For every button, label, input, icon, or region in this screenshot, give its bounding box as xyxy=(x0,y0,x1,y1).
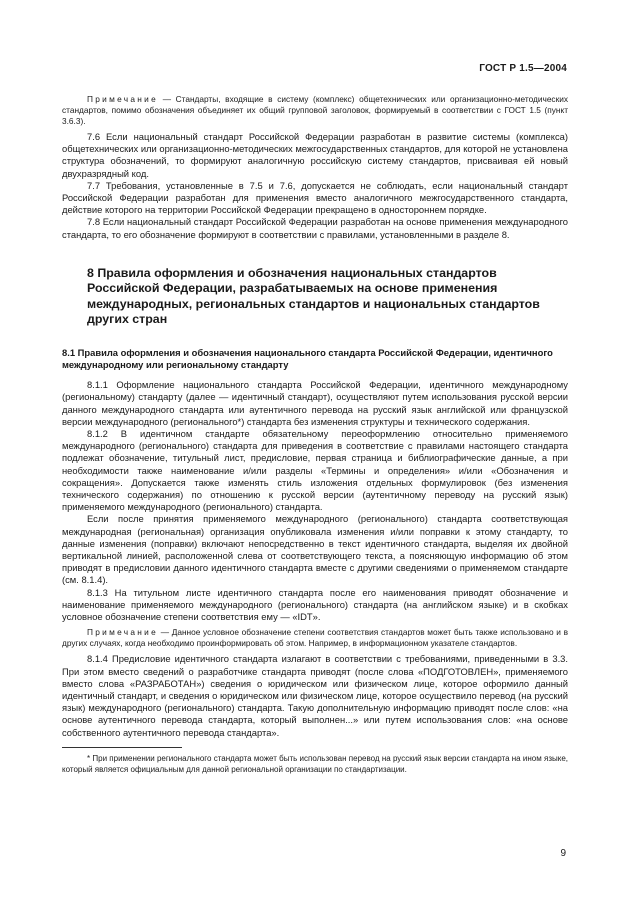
paragraph-8-1-2-continued: Если после принятия применяемого международного (регионального) стандарта соответствующая международная (региональная) организация опубликовала изменения и/или поправки к этому стандарту, то данные изменения (поправки) включают непосредственно в текст идентичного стандарта, выделяя их двойной вертикальной линией, расположенной слева от соответствующего текста, а поясняющую информацию об этом приводят в предисловии данного идентичного стандарта вместе с другими сведениями о применяемом стандарте (см. 8.1.4). xyxy=(62,513,568,586)
paragraph-8-1-3: 8.1.3 На титульном листе идентичного стандарта после его наименования приводят обозначение и наименование применяемого международного (регионального) стандарта (на английском языке) и в скобках условное обозначение степени соответствия ему — «IDT». xyxy=(62,586,568,623)
document-code-header: ГОСТ Р 1.5—2004 xyxy=(479,63,567,74)
footnote-divider xyxy=(62,747,182,748)
note-paragraph xyxy=(62,94,568,127)
note-label-2: Примечание xyxy=(87,627,159,638)
paragraph-7-7: 7.7 Требования, установленные в 7.5 и 7.6, допускается не соблюдать, если национальный стандарт Российской Федерации разработан для применения вместо аналогичного межгосударственного стандарта, действие которого на территории Российской Федерации прекращено в одностороннем порядке. xyxy=(62,179,568,216)
document-body xyxy=(62,94,568,775)
paragraph-8-1-4: 8.1.4 Предисловие идентичного стандарта излагают в соответствии с требованиями, приведенными в 3.3. При этом вместо сведений о разработчике стандарта приводят (после слова «ПОДГОТОВЛЕН», применяемого вместо слова «РАЗРАБОТАН») сведения о юридическом или физическом лице, которое оформило данный идентичный стандарт, и сведения о юридическом или физическом лице, которое осуществило перевод (на русский язык) международного (регионального) стандарта. Такую дополнительную информацию приводят после слов: «на основе аутентичного перевода стандарта, который выполнен...» или путем использования слов: «на основе собственного аутентичного перевода стандарта». xyxy=(62,653,568,738)
paragraph-8-1-1: 8.1.1 Оформление национального стандарта Российской Федерации, идентичного международному (региональному) стандарту (далее — идентичный стандарт), осуществляют путем использования русской версии данного международного стандарта или аутентичного перевода на русский язык английской или французской версии международного (регионального*) стандарта без изменения структуры и технического содержания. xyxy=(62,379,568,427)
note-text-2: — Данное условное обозначение степени соответствия стандартов может быть также использовано и в других случаях, когда необходимо проинформировать об этом. Например, в информационном указателе стандартов. xyxy=(62,627,568,649)
note-text: — Стандарты, входящие в систему (комплекс) общетехнических или организационно-методических стандартов, помимо обозначения объединяет их общий групповой заголовок, формируемый в соответствии с ГОСТ 1.5 (пункт 3.6.3). xyxy=(62,94,568,126)
note-label: Примечание xyxy=(87,94,159,104)
subsection-8-1-heading: 8.1 Правила оформления и обозначения национального стандарта Российской Федерации, идентичного международному или региональному стандарту xyxy=(62,346,553,371)
note-paragraph-2 xyxy=(62,627,568,649)
footnote: * При применении регионального стандарта может быть использован перевод на русский язык версии стандарта на ином языке, который является официальным для данной региональной организации по стандартизации. xyxy=(62,753,568,774)
page-number: 9 xyxy=(560,848,566,859)
paragraph-7-8: 7.8 Если национальный стандарт Российской Федерации разработан на основе применения международного стандарта, то его обозначение формируют в соответствии с правилами, установленными в разделе 8. xyxy=(62,216,568,240)
paragraph-8-1-2: 8.1.2 В идентичном стандарте обязательному переоформлению относительно применяемого международного (регионального) стандарта для приведения в соответствие с правилами настоящего стандарта подлежат обозначение, титульный лист, предисловие, первая страница и библиографические данные, а при необходимости также наименование и/или разделы «Термины и определения» и/или «Обозначения и сокращения». Допускается также изменять стиль изложения отдельных формулировок (без изменения технического содержания) по отношению к русской версии (аутентичному переводу на русский язык) применяемого международного (регионального) стандарта. xyxy=(62,428,568,513)
paragraph-7-6: 7.6 Если национальный стандарт Российской Федерации разработан в развитие системы (комплекса) общетехнических или организационно-методических межгосударственных стандартов, для которой не установлена структура обозначений, то формируют аналогичную российскую систему стандартов, присваивая ей новый двухразрядный код. xyxy=(62,131,568,179)
section-8-heading: 8 Правила оформления и обозначения национальных стандартов Российской Федерации, разрабатываемых на основе применения международных, региональных стандартов и национальных стандартов других стран xyxy=(87,265,540,327)
